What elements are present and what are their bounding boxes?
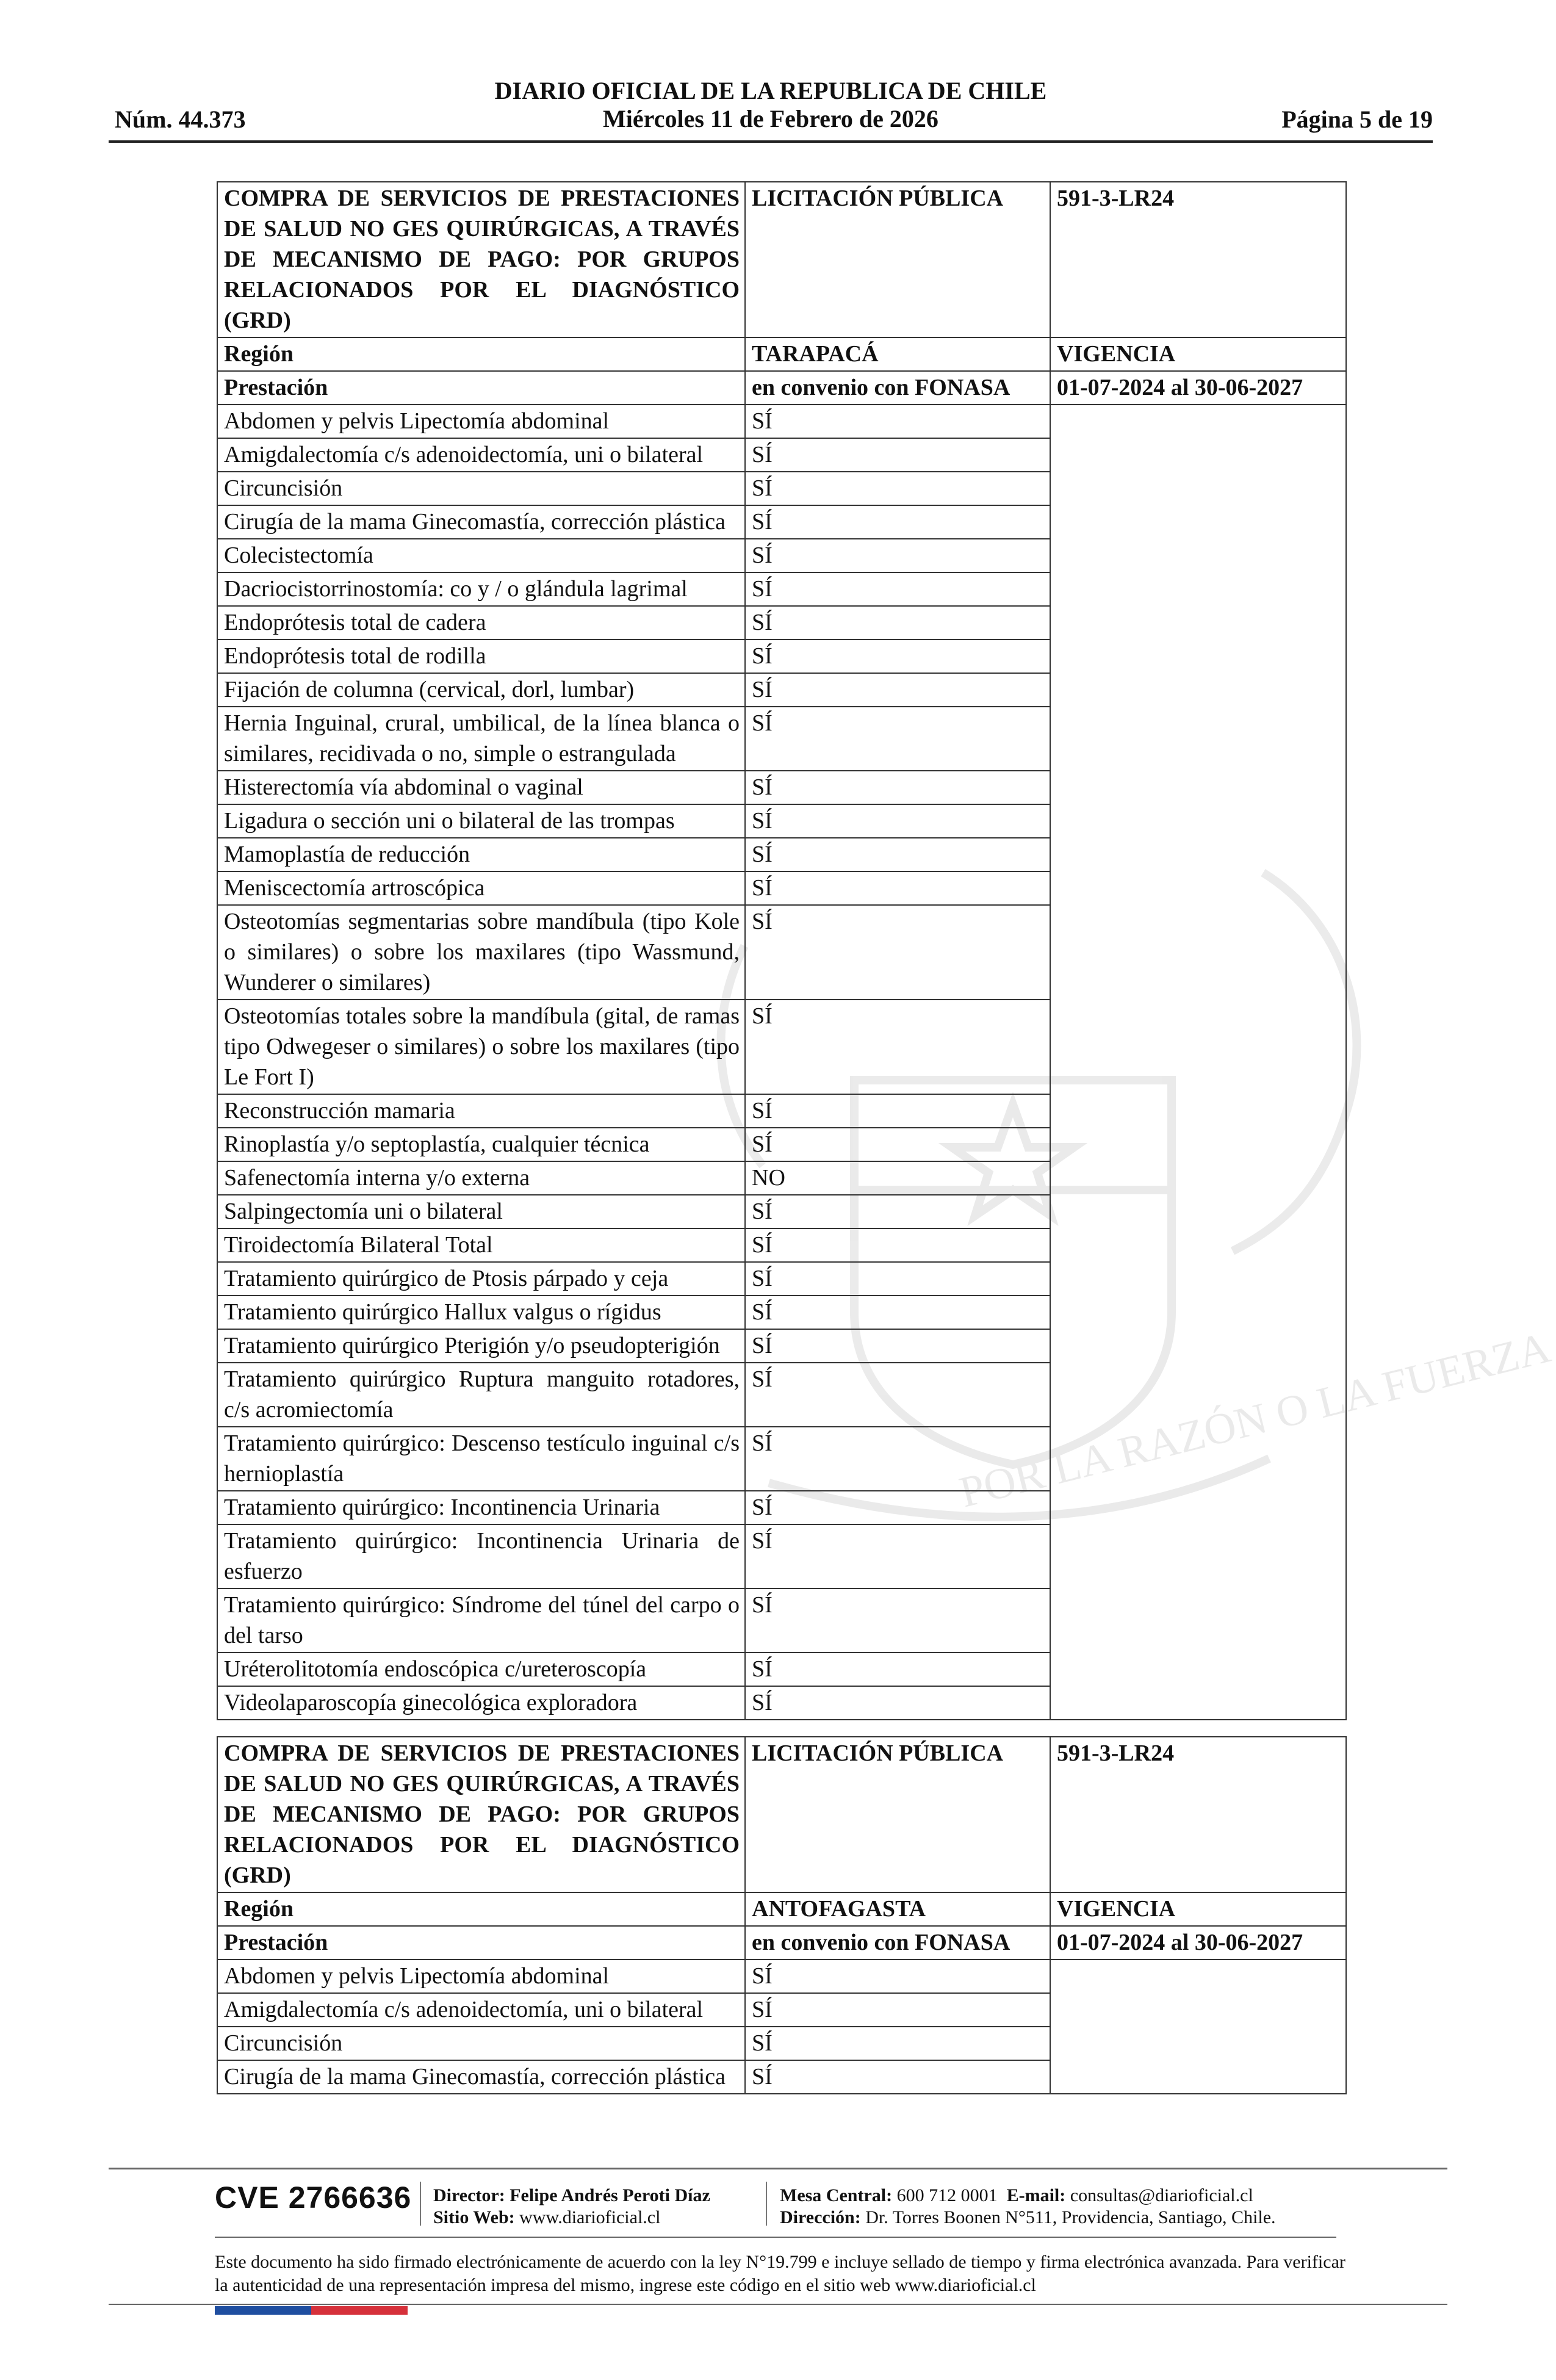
- procedure-name: Meniscectomía artroscópica: [217, 871, 745, 905]
- procedure-covered: SÍ: [745, 1524, 1050, 1588]
- footer-rule-top: [109, 2168, 1447, 2169]
- procedure-name: Tratamiento quirúrgico: Incontinencia Urinaria de esfuerzo: [217, 1524, 745, 1588]
- cve-code: CVE 2766636: [215, 2180, 412, 2215]
- table-row: [217, 405, 1346, 438]
- prestacion-label: Prestación: [217, 371, 745, 405]
- region-value: TARAPACÁ: [745, 337, 1050, 371]
- procedure-name: Tratamiento quirúrgico: Descenso testículo inguinal c/s hernioplastía: [217, 1427, 745, 1491]
- procedure-name: Endoprótesis total de rodilla: [217, 640, 745, 673]
- vigencia-label: VIGENCIA: [1050, 337, 1346, 371]
- vigencia-value: 01-07-2024 al 30-06-2027: [1050, 371, 1346, 405]
- tender-title: COMPRA DE SERVICIOS DE PRESTACIONES DE SALUD NO GES QUIRÚRGICAS, A TRAVÉS DE MECANISMO DE PAGO: POR GRUPOS RELACIONADOS POR EL DIAGNÓSTICO (GRD): [217, 1737, 745, 1892]
- procedure-name: Salpingectomía uni o bilateral: [217, 1195, 745, 1228]
- procedure-name: Endoprótesis total de cadera: [217, 606, 745, 640]
- procedure-covered: SÍ: [745, 1195, 1050, 1228]
- page-number: Página 5 de 19: [1281, 106, 1433, 133]
- mesa-phone: 600 712 0001: [896, 2185, 998, 2205]
- procedure-covered: SÍ: [745, 1427, 1050, 1491]
- region-label: Región: [217, 1892, 745, 1926]
- procedure-covered: SÍ: [745, 673, 1050, 707]
- procedure-covered: SÍ: [745, 505, 1050, 539]
- table-header-row: [217, 182, 1346, 337]
- procedure-covered: SÍ: [745, 1960, 1050, 1993]
- grd-table-antofagasta: [217, 1736, 1347, 2094]
- procedure-covered: SÍ: [745, 1686, 1050, 1720]
- flag-stripe-blue: [215, 2306, 311, 2315]
- procedure-covered: NO: [745, 1161, 1050, 1195]
- tender-modality: LICITACIÓN PÚBLICA: [745, 1737, 1050, 1892]
- flag-stripe-red: [311, 2306, 408, 2315]
- procedure-name: Abdomen y pelvis Lipectomía abdominal: [217, 405, 745, 438]
- procedure-covered: SÍ: [745, 438, 1050, 472]
- procedure-covered: SÍ: [745, 1296, 1050, 1329]
- procedure-name: Tratamiento quirúrgico: Síndrome del túnel del carpo o del tarso: [217, 1588, 745, 1653]
- table-header-row: [217, 1737, 1346, 1892]
- procedure-name: Tratamiento quirúrgico Ruptura manguito rotadores, c/s acromiectomía: [217, 1363, 745, 1427]
- procedure-covered: SÍ: [745, 1329, 1050, 1363]
- region-label: Región: [217, 337, 745, 371]
- procedure-covered: SÍ: [745, 905, 1050, 1000]
- procedure-name: Uréterolitotomía endoscópica c/ureteroscopía: [217, 1653, 745, 1686]
- procedure-covered: SÍ: [745, 572, 1050, 606]
- procedure-covered: SÍ: [745, 2060, 1050, 2094]
- procedure-covered: SÍ: [745, 1262, 1050, 1296]
- tender-code: 591-3-LR24: [1050, 1737, 1346, 1892]
- region-value: ANTOFAGASTA: [745, 1892, 1050, 1926]
- convenio-label: en convenio con FONASA: [745, 1926, 1050, 1960]
- procedure-name: Colecistectomía: [217, 539, 745, 572]
- blank-cell: [1050, 1960, 1346, 2094]
- procedure-name: Circuncisión: [217, 2027, 745, 2060]
- procedure-covered: SÍ: [745, 1000, 1050, 1094]
- procedure-covered: SÍ: [745, 1491, 1050, 1524]
- procedure-name: Tratamiento quirúrgico: Incontinencia Urinaria: [217, 1491, 745, 1524]
- footer-rule-bottom: [109, 2304, 1447, 2305]
- procedure-name: Abdomen y pelvis Lipectomía abdominal: [217, 1960, 745, 1993]
- procedure-name: Histerectomía vía abdominal o vaginal: [217, 771, 745, 804]
- procedure-name: Cirugía de la mama Ginecomastía, corrección plástica: [217, 505, 745, 539]
- procedure-covered: SÍ: [745, 1653, 1050, 1686]
- tender-title: COMPRA DE SERVICIOS DE PRESTACIONES DE SALUD NO GES QUIRÚRGICAS, A TRAVÉS DE MECANISMO DE PAGO: POR GRUPOS RELACIONADOS POR EL DIAGNÓSTICO (GRD): [217, 182, 745, 337]
- tender-modality: LICITACIÓN PÚBLICA: [745, 182, 1050, 337]
- masthead-title: DIARIO OFICIAL DE LA REPUBLICA DE CHILE: [494, 77, 1047, 104]
- legal-notice: Este documento ha sido firmado electrónicamente de acuerdo con la ley N°19.799 e incluye sellado de tiempo y firma electrónica avanzada. Para verificar la autenticidad de una representación impresa del mismo, ingrese este código en el sitio web www.diarioficial.cl: [215, 2252, 1345, 2295]
- procedure-name: Tratamiento quirúrgico Pterigión y/o pseudopterigión: [217, 1329, 745, 1363]
- procedure-covered: SÍ: [745, 838, 1050, 871]
- procedure-covered: SÍ: [745, 771, 1050, 804]
- footer-separator: [766, 2182, 767, 2226]
- procedure-name: Cirugía de la mama Ginecomastía, corrección plástica: [217, 2060, 745, 2094]
- procedure-covered: SÍ: [745, 707, 1050, 771]
- page-header: [109, 74, 1433, 142]
- procedure-covered: SÍ: [745, 1363, 1050, 1427]
- address-label: Dirección:: [780, 2207, 861, 2227]
- site-link[interactable]: www.diarioficial.cl: [519, 2207, 661, 2227]
- director-block: [433, 2185, 710, 2229]
- footer-separator: [420, 2182, 421, 2226]
- procedure-covered: SÍ: [745, 1228, 1050, 1262]
- procedure-covered: SÍ: [745, 539, 1050, 572]
- procedure-covered: SÍ: [745, 405, 1050, 438]
- issue-number: Núm. 44.373: [115, 106, 246, 133]
- blank-cell: [1050, 405, 1346, 1720]
- procedure-covered: SÍ: [745, 1128, 1050, 1161]
- procedure-name: Mamoplastía de reducción: [217, 838, 745, 871]
- region-row: [217, 1892, 1346, 1926]
- procedure-covered: SÍ: [745, 640, 1050, 673]
- procedure-name: Tratamiento quirúrgico de Ptosis párpado y ceja: [217, 1262, 745, 1296]
- procedure-name: Safenectomía interna y/o externa: [217, 1161, 745, 1195]
- footer-rule-mid: [215, 2237, 1336, 2238]
- vigencia-label: VIGENCIA: [1050, 1892, 1346, 1926]
- site-label: Sitio Web:: [433, 2207, 515, 2227]
- procedure-name: Osteotomías totales sobre la mandíbula (gital, de ramas tipo Odwegeser o similares) o sobre los maxilares (tipo Le Fort I): [217, 1000, 745, 1094]
- address-text: Dr. Torres Boonen N°511, Providencia, Santiago, Chile.: [865, 2207, 1276, 2227]
- procedure-name: Amigdalectomía c/s adenoidectomía, uni o bilateral: [217, 438, 745, 472]
- watermark-motto: POR LA RAZÓN O LA FUERZA: [954, 1322, 1555, 1517]
- procedure-name: Rinoplastía y/o septoplastía, cualquier técnica: [217, 1128, 745, 1161]
- procedure-covered: SÍ: [745, 2027, 1050, 2060]
- procedure-covered: SÍ: [745, 804, 1050, 838]
- table-row: [217, 1960, 1346, 1993]
- contact-block: [780, 2185, 1276, 2229]
- email-link[interactable]: consultas@diarioficial.cl: [1070, 2185, 1253, 2205]
- procedure-name: Reconstrucción mamaria: [217, 1094, 745, 1128]
- procedure-name: Tiroidectomía Bilateral Total: [217, 1228, 745, 1262]
- procedure-name: Amigdalectomía c/s adenoidectomía, uni o bilateral: [217, 1993, 745, 2027]
- procedure-name: Tratamiento quirúrgico Hallux valgus o rígidus: [217, 1296, 745, 1329]
- prestacion-row: [217, 1926, 1346, 1960]
- director-label: Director:: [433, 2185, 505, 2205]
- procedure-covered: SÍ: [745, 1993, 1050, 2027]
- procedure-name: Ligadura o sección uni o bilateral de las trompas: [217, 804, 745, 838]
- procedure-name: Fijación de columna (cervical, dorl, lumbar): [217, 673, 745, 707]
- director-name: Felipe Andrés Peroti Díaz: [510, 2185, 710, 2205]
- procedure-name: Osteotomías segmentarias sobre mandíbula (tipo Kole o similares) o sobre los maxilares (tipo Wassmund, Wunderer o similares): [217, 905, 745, 1000]
- procedure-covered: SÍ: [745, 606, 1050, 640]
- convenio-label: en convenio con FONASA: [745, 371, 1050, 405]
- procedure-covered: SÍ: [745, 1588, 1050, 1653]
- vigencia-value: 01-07-2024 al 30-06-2027: [1050, 1926, 1346, 1960]
- procedure-name: Circuncisión: [217, 472, 745, 505]
- procedure-name: Dacriocistorrinostomía: co y / o glándula lagrimal: [217, 572, 745, 606]
- procedure-covered: SÍ: [745, 1094, 1050, 1128]
- grd-table-tarapaca: [217, 181, 1347, 1720]
- tender-code: 591-3-LR24: [1050, 182, 1346, 337]
- prestacion-row: [217, 371, 1346, 405]
- mesa-label: Mesa Central:: [780, 2185, 893, 2205]
- email-label: E-mail:: [1006, 2185, 1066, 2205]
- procedure-covered: SÍ: [745, 472, 1050, 505]
- procedure-name: Hernia Inguinal, crural, umbilical, de la línea blanca o similares, recidivada o no, simple o estrangulada: [217, 707, 745, 771]
- prestacion-label: Prestación: [217, 1926, 745, 1960]
- masthead: [109, 77, 1433, 133]
- procedure-covered: SÍ: [745, 871, 1050, 905]
- masthead-date: Miércoles 11 de Febrero de 2026: [603, 105, 938, 132]
- procedure-name: Videolaparoscopía ginecológica exploradora: [217, 1686, 745, 1720]
- header-rule: [109, 140, 1433, 143]
- region-row: [217, 337, 1346, 371]
